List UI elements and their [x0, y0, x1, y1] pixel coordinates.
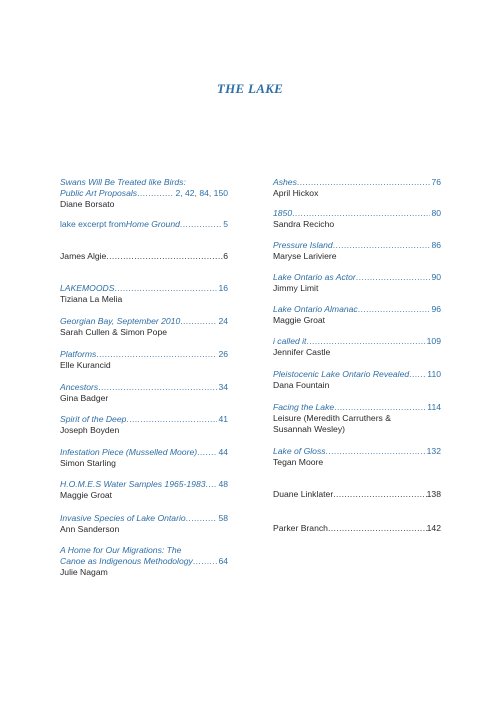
entry-page: 114: [427, 402, 441, 412]
toc-entry[interactable]: [273, 523, 441, 534]
entry-author: Simon Starling: [60, 458, 116, 469]
toc-entry[interactable]: [273, 177, 441, 199]
entry-author: Sarah Cullen & Simon Pope: [60, 327, 168, 338]
toc-entry[interactable]: [273, 208, 441, 230]
entry-title: Spirit of the Deep: [60, 414, 127, 424]
toc-entry[interactable]: [60, 251, 228, 262]
entry-title: Lake of Gloss: [273, 446, 326, 456]
entry-author: Maggie Groat: [273, 315, 326, 326]
dot-leader: [126, 414, 217, 425]
entry-page: 2, 42, 84, 150: [175, 188, 228, 199]
entry-author: Joseph Boyden: [60, 425, 120, 436]
dot-leader: [306, 336, 425, 347]
entry-title: A Home for Our Migrations: The: [60, 545, 182, 555]
toc-entry[interactable]: [60, 545, 228, 579]
toc-entry[interactable]: [273, 402, 441, 436]
entry-author: Jennifer Castle: [273, 347, 331, 358]
dot-leader: [106, 251, 223, 262]
toc-entry[interactable]: [273, 336, 441, 358]
entry-page: 142: [426, 523, 441, 533]
entry-page: 16: [218, 283, 228, 293]
entry-page: 110: [427, 369, 441, 379]
dot-leader: [333, 489, 426, 500]
dot-leader: [98, 382, 217, 393]
entry-title: Infestation Piece (Musselled Moore): [60, 447, 198, 457]
dot-leader: [328, 523, 427, 534]
entry-author: Leisure (Meredith Carruthers &: [273, 413, 391, 424]
entry-author: Tiziana La Melia: [60, 294, 123, 305]
dot-leader: [180, 316, 217, 327]
toc-entry[interactable]: [60, 177, 228, 211]
entry-title: Ashes: [273, 177, 297, 187]
entry-page: 138: [426, 489, 441, 499]
entry-author: Tegan Moore: [273, 457, 324, 468]
toc-entry[interactable]: [60, 447, 228, 469]
entry-page: 26: [218, 349, 228, 359]
entry-title-italic: Home Ground: [125, 219, 180, 229]
entry-page: 90: [431, 272, 441, 282]
entry-title: Invasive Species of Lake Ontario: [60, 513, 186, 523]
dot-leader: [409, 369, 426, 380]
entry-page: 109: [426, 336, 441, 346]
entry-title: i called it: [273, 336, 307, 346]
entry-page: 96: [431, 304, 441, 314]
entry-author: Sandra Recicho: [273, 219, 335, 230]
entry-page: 44: [218, 447, 228, 457]
toc-entry[interactable]: [60, 316, 228, 338]
dot-leader: [197, 447, 217, 458]
entry-author: Dana Fountain: [273, 380, 330, 391]
entry-page: 41: [218, 414, 228, 424]
toc-entry[interactable]: [60, 479, 228, 501]
entry-title: 1850: [273, 208, 293, 218]
dot-leader: [326, 446, 426, 457]
dot-leader: [206, 479, 218, 490]
dot-leader: [186, 513, 218, 524]
dot-leader: [297, 177, 431, 188]
entry-author: Maryse Lariviere: [273, 251, 337, 262]
entry-author: James Algie: [60, 251, 107, 261]
dot-leader: [333, 240, 431, 251]
entry-title: Facing the Lake: [273, 402, 335, 412]
entry-title: Public Art Proposals: [60, 188, 138, 199]
entry-title: Georgian Bay, September 2010: [60, 316, 181, 326]
entry-title: H.O.M.E.S Water Samples 1965-1983: [60, 479, 206, 489]
dot-leader: [334, 402, 426, 413]
toc-entry[interactable]: [273, 369, 441, 391]
dot-leader: [114, 283, 217, 294]
entry-author: Jimmy Limit: [273, 283, 319, 294]
entry-author: Diane Borsato: [60, 199, 115, 210]
entry-author-cont: Susannah Wesley): [273, 424, 345, 435]
toc-entry[interactable]: [273, 272, 441, 294]
entry-page: 6: [223, 251, 228, 261]
toc-entry[interactable]: [60, 513, 228, 535]
toc-entry[interactable]: [60, 219, 228, 230]
toc-entry[interactable]: [273, 240, 441, 262]
toc-entry[interactable]: [60, 349, 228, 371]
entry-title: lake excerpt from: [60, 219, 126, 229]
entry-page: 132: [426, 446, 441, 456]
toc-entry[interactable]: [60, 414, 228, 436]
toc-entry[interactable]: [273, 304, 441, 326]
entry-title: Lake Ontario as Actor: [273, 272, 356, 282]
entry-author: Duane Linklater: [273, 489, 334, 499]
entry-author: April Hickox: [273, 188, 319, 199]
entry-author: Parker Branch: [273, 523, 328, 533]
entry-page: 86: [431, 240, 441, 250]
entry-title: Platforms: [60, 349, 97, 359]
dot-leader: [356, 272, 431, 283]
dot-leader: [358, 304, 431, 315]
toc-entry[interactable]: [60, 283, 228, 305]
entry-page: 76: [431, 177, 441, 187]
entry-page: 64: [218, 556, 228, 567]
entry-title: Pressure Island: [273, 240, 333, 250]
toc-entry[interactable]: [273, 489, 441, 500]
toc-entry[interactable]: [273, 446, 441, 468]
dot-leader: [96, 349, 217, 360]
entry-title: LAKEMOODS: [60, 283, 115, 293]
toc-entry[interactable]: [60, 382, 228, 404]
entry-author: Gina Badger: [60, 393, 109, 404]
entry-title: Ancestors: [60, 382, 99, 392]
entry-title: Canoe as Indigenous Methodology: [60, 556, 193, 567]
entry-title: Swans Will Be Treated like Birds:: [60, 177, 186, 187]
entry-author: Julie Nagam: [60, 567, 108, 578]
dot-leader: [137, 188, 174, 199]
dot-leader: [193, 556, 218, 567]
entry-author: Ann Sanderson: [60, 524, 120, 535]
entry-page: 80: [431, 208, 441, 218]
dot-leader: [180, 219, 222, 230]
entry-title: Pleistocenic Lake Ontario Revealed: [273, 369, 410, 379]
entry-page: 34: [218, 382, 228, 392]
entry-author: Maggie Groat: [60, 490, 113, 501]
entry-page: 48: [218, 479, 228, 489]
dot-leader: [292, 208, 430, 219]
entry-page: 24: [218, 316, 228, 326]
entry-page: 5: [223, 219, 228, 229]
entry-title: Lake Ontario Almanac: [273, 304, 358, 314]
entry-page: 58: [218, 513, 228, 523]
entry-author: Elle Kurancid: [60, 360, 111, 371]
page-title: THE LAKE: [216, 81, 284, 96]
